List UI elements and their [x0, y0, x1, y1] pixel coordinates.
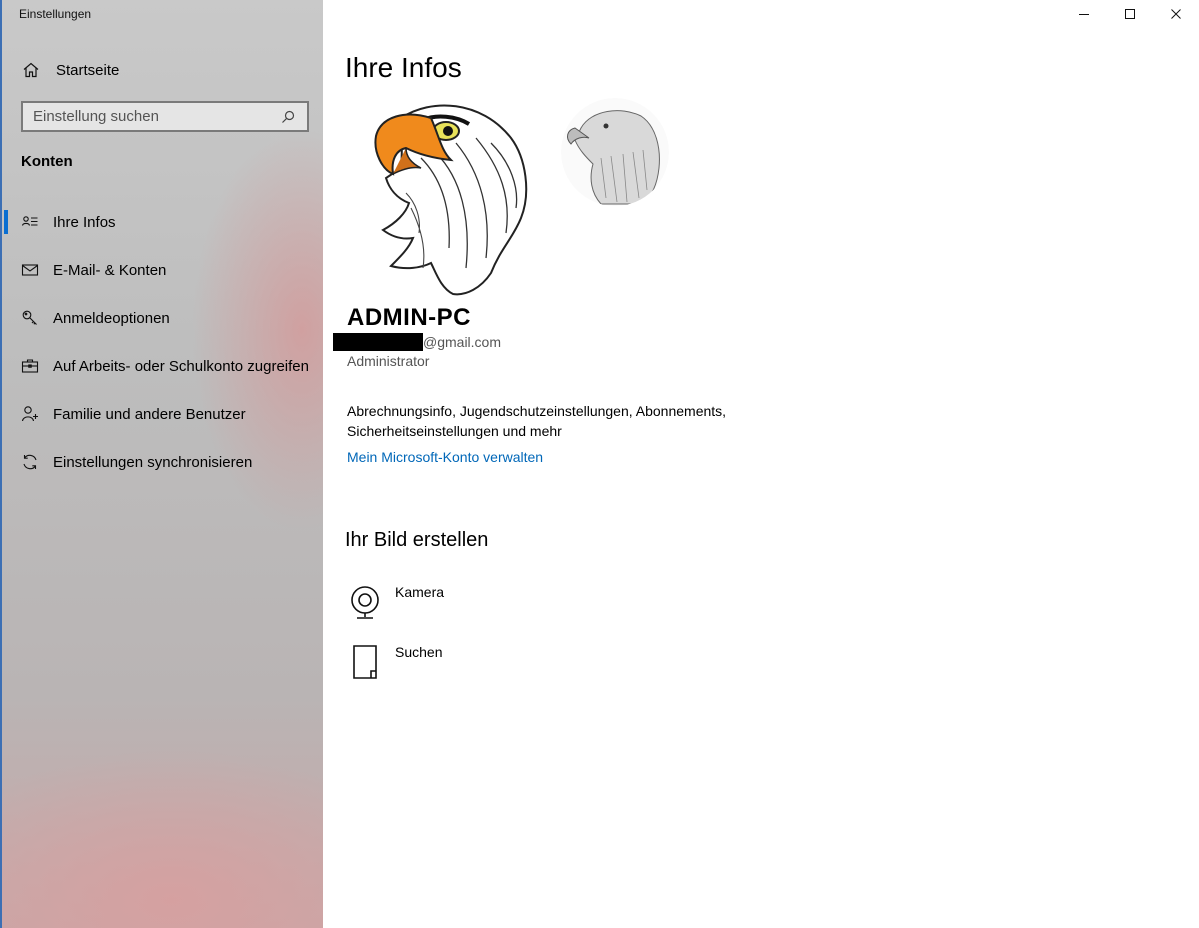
browse-option[interactable]: [349, 644, 442, 680]
home-nav-item[interactable]: [22, 59, 119, 81]
redacted-email-prefix: [333, 333, 423, 351]
sidebar-item-label: Ihre Infos: [53, 213, 116, 231]
camera-label: Kamera: [395, 584, 445, 600]
main-content: [323, 0, 1199, 928]
sidebar-item-sync-settings[interactable]: [2, 438, 323, 486]
browse-file-icon: [349, 644, 381, 680]
section-header-konten: Konten: [21, 153, 73, 170]
sidebar-item-label: Anmeldeoptionen: [53, 309, 170, 327]
page-title: Ihre Infos: [345, 52, 462, 83]
sidebar-item-email-accounts[interactable]: [2, 246, 323, 294]
settings-search-input[interactable]: [33, 108, 273, 125]
user-name: ADMIN-PC: [347, 304, 471, 331]
sidebar-item-label: E-Mail- & Konten: [53, 261, 167, 279]
home-label: Startseite: [56, 61, 120, 79]
contact-card-icon: [21, 213, 39, 231]
settings-search-box[interactable]: [21, 101, 309, 132]
sidebar-item-family-users[interactable]: [2, 390, 323, 438]
email-suffix: @gmail.com: [423, 334, 502, 350]
billing-info-text: Abrechnungsinfo, Jugendschutzeinstellungen, Abonnements, Sicherheitseinstellungen und mehr: [347, 403, 727, 439]
sidebar-item-label: Familie und andere Benutzer: [53, 405, 246, 423]
sidebar-item-work-school[interactable]: [2, 342, 323, 390]
sidebar-item-label: Auf Arbeits- oder Schulkonto zugreifen: [53, 357, 309, 375]
mail-icon: [21, 261, 39, 279]
sidebar: [0, 0, 323, 928]
webcam-icon: [349, 584, 381, 620]
search-icon[interactable]: [279, 108, 297, 126]
home-icon: [22, 61, 40, 79]
previous-avatar[interactable]: [561, 98, 669, 206]
key-icon: [21, 309, 39, 327]
sidebar-item-label: Einstellungen synchronisieren: [53, 453, 253, 471]
sidebar-item-sign-in-options[interactable]: [2, 294, 323, 342]
create-picture-title: Ihr Bild erstellen: [345, 529, 489, 551]
briefcase-icon: [21, 357, 39, 375]
account-role: Administrator: [347, 353, 430, 369]
window-title: Einstellungen: [19, 7, 92, 21]
sidebar-item-ihre-infos[interactable]: [2, 198, 323, 246]
sidebar-nav: [2, 198, 323, 486]
camera-option[interactable]: [349, 584, 444, 620]
user-avatar: [361, 98, 531, 298]
add-person-icon: [21, 405, 39, 423]
browse-label: Suchen: [395, 644, 443, 660]
manage-microsoft-account-link[interactable]: Mein Microsoft-Konto verwalten: [347, 449, 544, 465]
email-row: [333, 333, 501, 351]
sync-icon: [21, 453, 39, 471]
